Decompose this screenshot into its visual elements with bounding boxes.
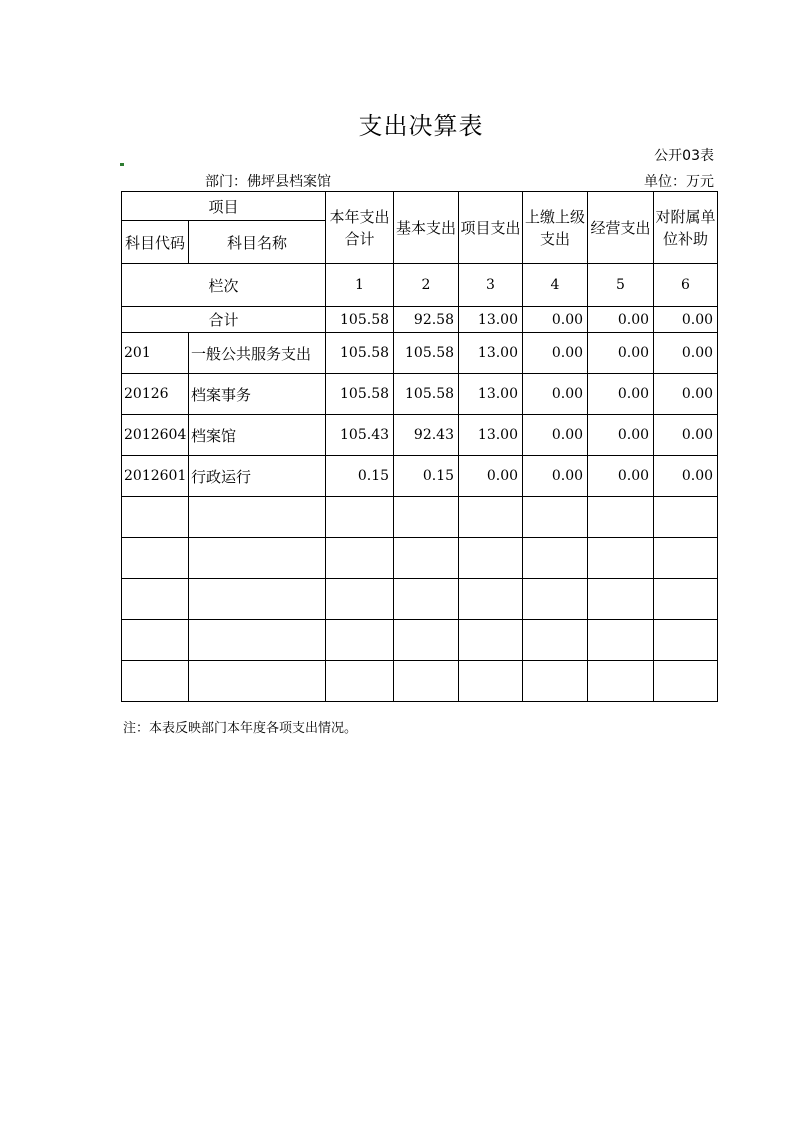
row-value: 105.58 bbox=[326, 374, 394, 415]
index-value: 1 bbox=[326, 264, 394, 307]
empty-row bbox=[122, 497, 718, 538]
total-row bbox=[122, 307, 718, 333]
expenditure-table bbox=[121, 191, 718, 702]
row-value: 0.15 bbox=[394, 456, 459, 497]
form-number: 公开03表 bbox=[654, 148, 714, 164]
corner-mark bbox=[120, 163, 124, 166]
index-value: 2 bbox=[394, 264, 459, 307]
header-code: 科目代码 bbox=[122, 221, 189, 264]
row-value: 0.00 bbox=[523, 333, 588, 374]
row-value: 0.00 bbox=[459, 456, 523, 497]
row-code: 2012601 bbox=[122, 456, 189, 497]
table-row bbox=[122, 456, 718, 497]
row-name: 行政运行 bbox=[189, 456, 326, 497]
total-value: 0.00 bbox=[523, 307, 588, 333]
header-col-2: 基本支出 bbox=[394, 192, 459, 264]
header-col-6: 对附属单位补助 bbox=[654, 192, 718, 264]
empty-row bbox=[122, 661, 718, 702]
row-value: 13.00 bbox=[459, 333, 523, 374]
total-value: 13.00 bbox=[459, 307, 523, 333]
index-label: 栏次 bbox=[122, 264, 326, 307]
row-value: 105.58 bbox=[394, 333, 459, 374]
row-code: 20126 bbox=[122, 374, 189, 415]
index-value: 4 bbox=[523, 264, 588, 307]
department-label: 部门：佛坪县档案馆 bbox=[205, 174, 331, 190]
row-name: 档案事务 bbox=[189, 374, 326, 415]
table-row bbox=[122, 333, 718, 374]
footnote: 注：本表反映部门本年度各项支出情况。 bbox=[123, 721, 358, 736]
empty-row bbox=[122, 620, 718, 661]
total-value: 0.00 bbox=[654, 307, 718, 333]
row-value: 0.00 bbox=[588, 333, 654, 374]
row-value: 105.58 bbox=[326, 333, 394, 374]
index-row bbox=[122, 264, 718, 307]
row-value: 0.00 bbox=[523, 415, 588, 456]
row-value: 13.00 bbox=[459, 415, 523, 456]
row-value: 0.00 bbox=[523, 456, 588, 497]
index-value: 3 bbox=[459, 264, 523, 307]
table-row bbox=[122, 374, 718, 415]
row-value: 0.15 bbox=[326, 456, 394, 497]
empty-row bbox=[122, 538, 718, 579]
unit-label: 单位：万元 bbox=[644, 174, 714, 190]
row-value: 0.00 bbox=[523, 374, 588, 415]
row-name: 一般公共服务支出 bbox=[189, 333, 326, 374]
row-value: 105.43 bbox=[326, 415, 394, 456]
row-value: 0.00 bbox=[588, 456, 654, 497]
total-value: 105.58 bbox=[326, 307, 394, 333]
row-value: 92.43 bbox=[394, 415, 459, 456]
page-title: 支出决算表 bbox=[358, 112, 484, 140]
header-project: 项目 bbox=[122, 192, 326, 221]
table-row bbox=[122, 415, 718, 456]
total-value: 0.00 bbox=[588, 307, 654, 333]
header-col-3: 项目支出 bbox=[459, 192, 523, 264]
row-code: 2012604 bbox=[122, 415, 189, 456]
total-value: 92.58 bbox=[394, 307, 459, 333]
header-name: 科目名称 bbox=[189, 221, 326, 264]
row-value: 13.00 bbox=[459, 374, 523, 415]
index-value: 5 bbox=[588, 264, 654, 307]
total-label: 合计 bbox=[122, 307, 326, 333]
row-value: 0.00 bbox=[654, 415, 718, 456]
row-value: 0.00 bbox=[654, 456, 718, 497]
header-col-1: 本年支出合计 bbox=[326, 192, 394, 264]
empty-row bbox=[122, 579, 718, 620]
index-value: 6 bbox=[654, 264, 718, 307]
row-value: 0.00 bbox=[588, 415, 654, 456]
row-code: 201 bbox=[122, 333, 189, 374]
header-col-5: 经营支出 bbox=[588, 192, 654, 264]
row-value: 0.00 bbox=[588, 374, 654, 415]
header-col-4: 上缴上级支出 bbox=[523, 192, 588, 264]
row-value: 0.00 bbox=[654, 374, 718, 415]
row-value: 105.58 bbox=[394, 374, 459, 415]
row-value: 0.00 bbox=[654, 333, 718, 374]
row-name: 档案馆 bbox=[189, 415, 326, 456]
